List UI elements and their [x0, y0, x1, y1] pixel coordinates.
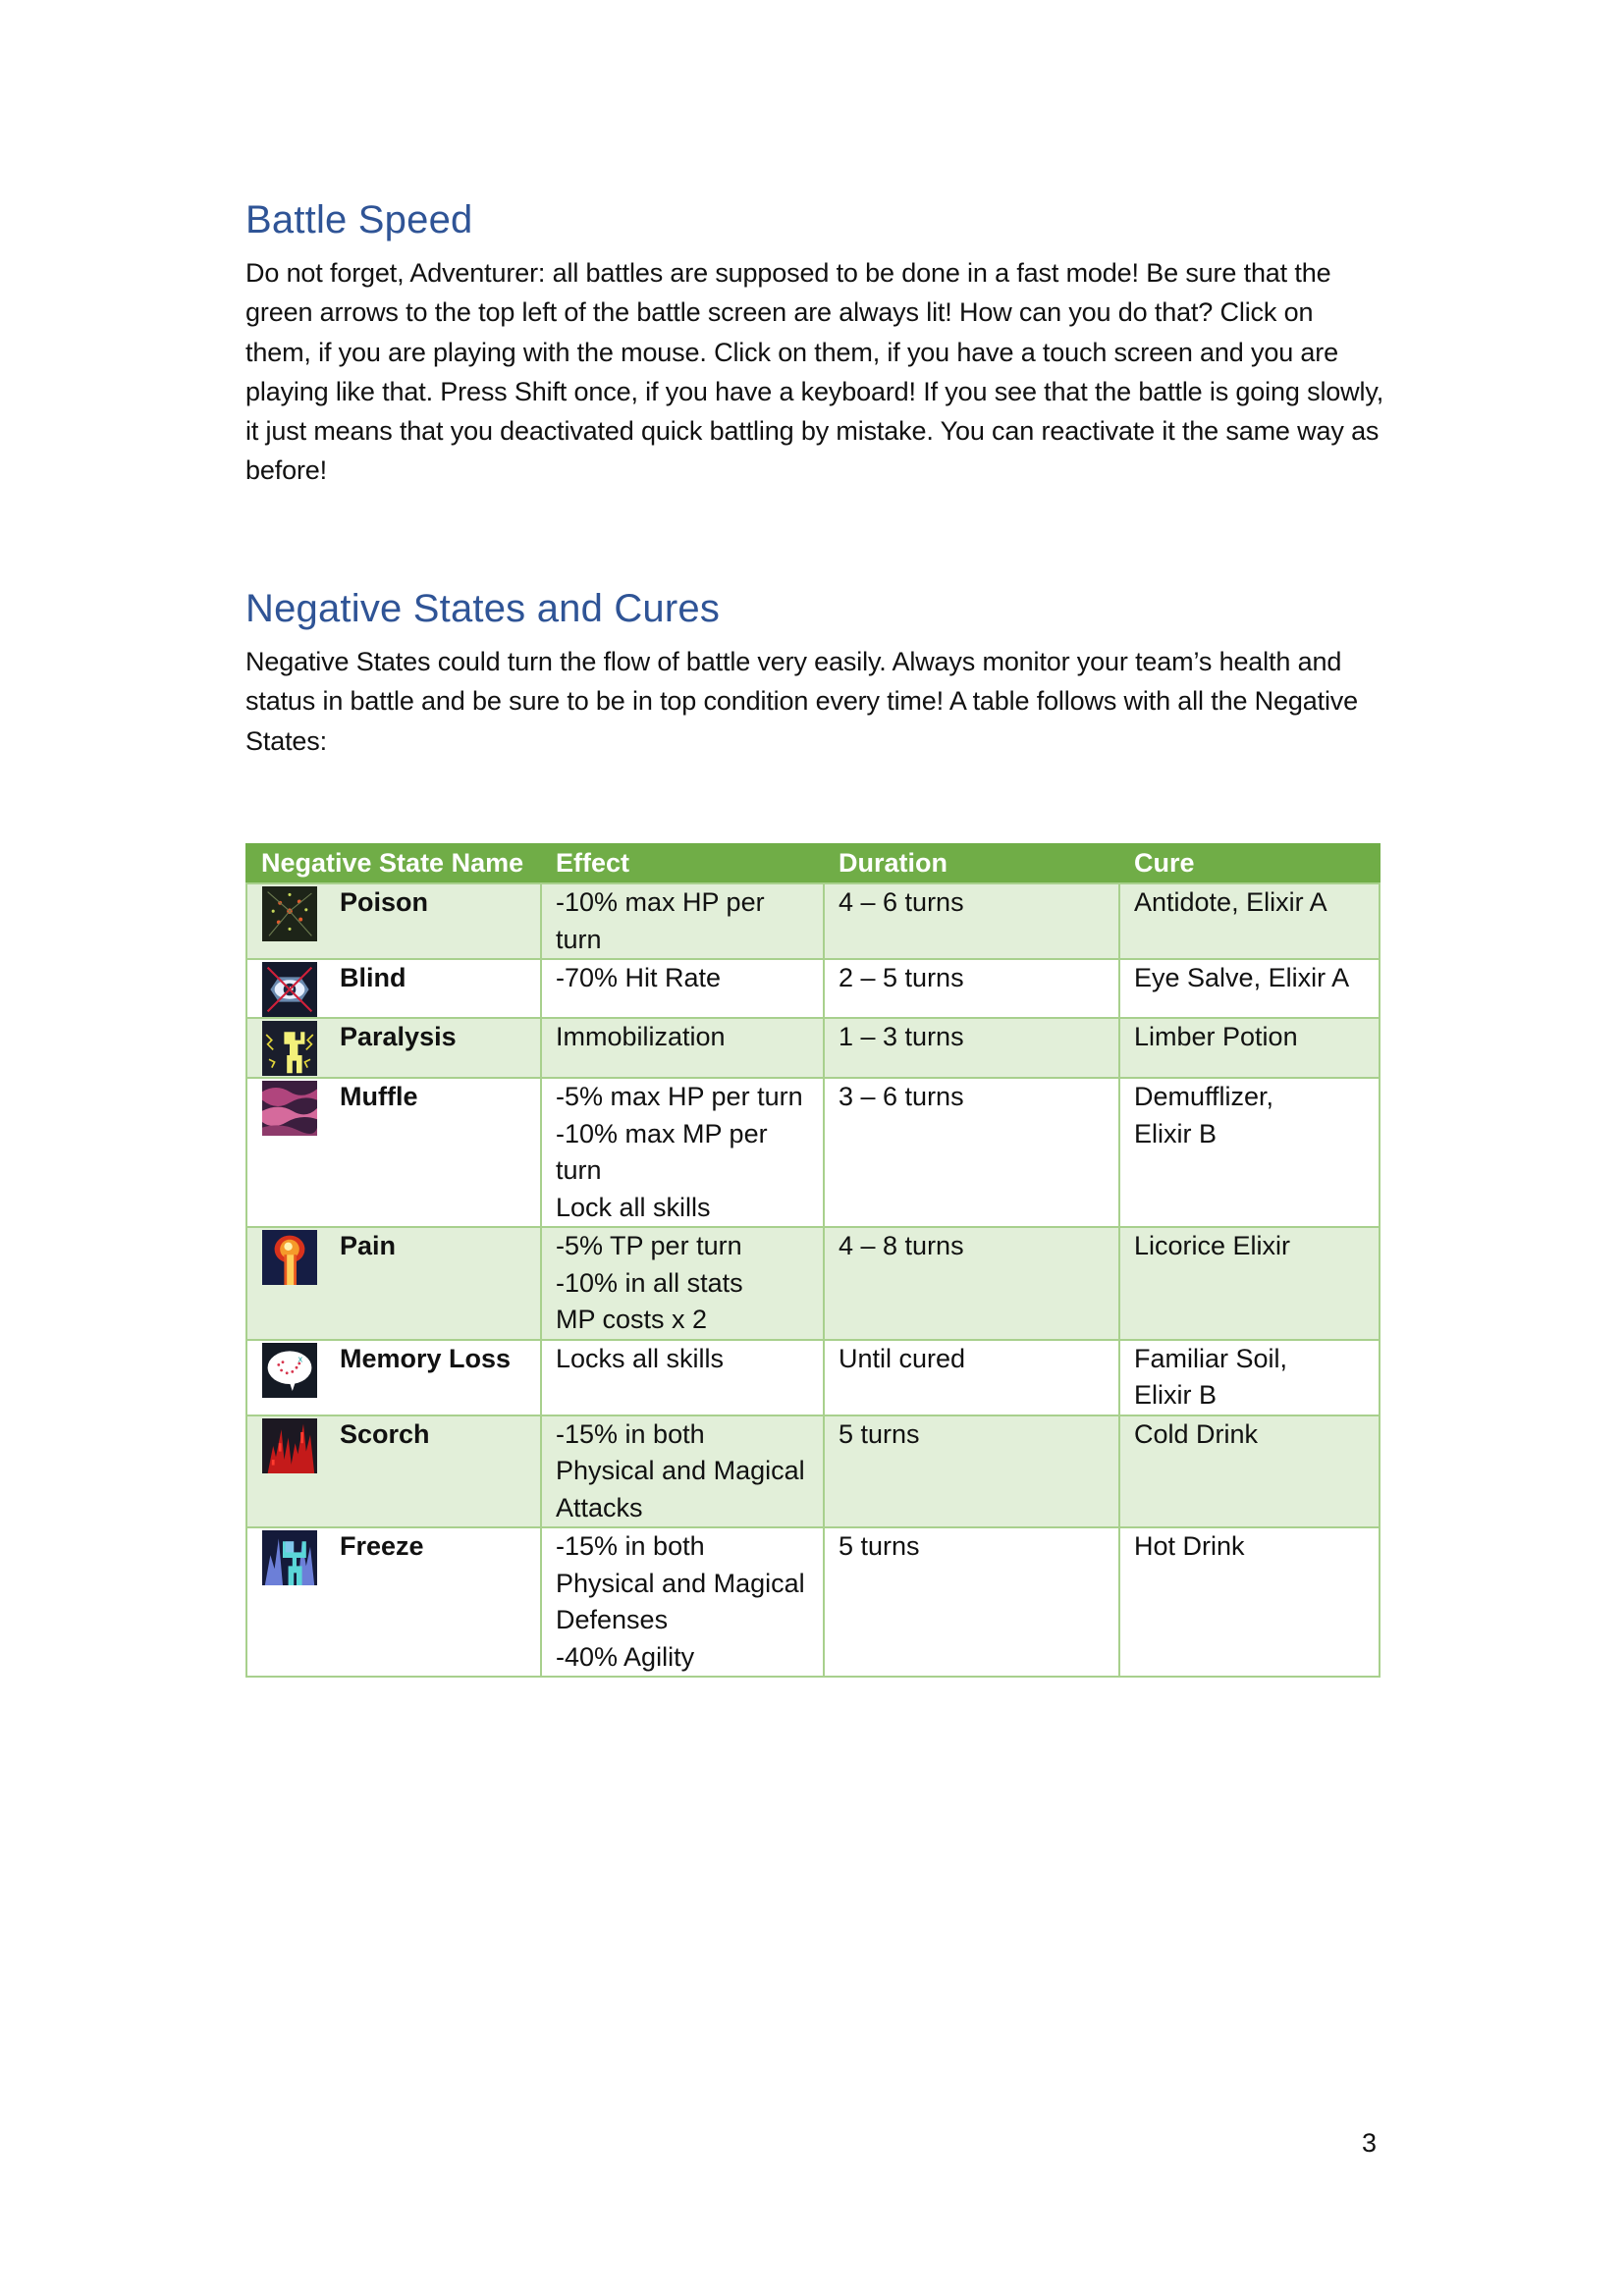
- duration-cell: 4 – 8 turns: [824, 1227, 1119, 1340]
- state-name: Blind: [340, 963, 406, 992]
- cure-line: Elixir B: [1134, 1118, 1218, 1148]
- effect-line: turn: [556, 924, 602, 954]
- state-name: Paralysis: [340, 1022, 457, 1051]
- table-row: [246, 883, 1380, 959]
- cure-line: Cold Drink: [1134, 1418, 1259, 1449]
- cure-cell: [1119, 1415, 1380, 1528]
- state-name: Pain: [340, 1231, 397, 1260]
- state-name-cell: [246, 1340, 541, 1415]
- state-name: Muffle: [340, 1082, 418, 1111]
- effect-line: -5% TP per turn: [556, 1231, 742, 1260]
- cure-line: Antidote, Elixir A: [1134, 887, 1327, 917]
- effect-line: Physical and Magical: [556, 1456, 805, 1485]
- effect-line: turn: [556, 1155, 602, 1185]
- cure-line: Eye Salve, Elixir A: [1134, 963, 1350, 992]
- cure-cell: [1119, 883, 1380, 959]
- table-row: [246, 959, 1380, 1018]
- table-row: [246, 1340, 1380, 1415]
- cure-cell: [1119, 1340, 1380, 1415]
- cure-line: Elixir B: [1134, 1380, 1218, 1410]
- effect-line: -70% Hit Rate: [556, 963, 722, 992]
- cure-line: Familiar Soil,: [1134, 1343, 1288, 1373]
- state-name-cell: [246, 959, 541, 1018]
- effect-line: Defenses: [556, 1605, 669, 1634]
- effect-line: Lock all skills: [556, 1192, 711, 1222]
- section-heading-battle-speed: Battle Speed: [245, 198, 473, 241]
- cure-line: Licorice Elixir: [1134, 1231, 1291, 1260]
- section-paragraph-battle-speed: Do not forget, Adventurer: all battles are supposed to be done in a fast mode! Be sure that the green arrows to the top left of the battle screen are always lit! How can you do that? Click on them, if you are playing with the mouse. Click on them, if you have a touch screen and you are playing like that. Press Shift once, if you have a keyboard! If you see that the battle is going slowly, it just means that you deactivated quick battling by mistake. You can reactivate it the same way as before!: [245, 258, 1384, 486]
- effect-line: Physical and Magical: [556, 1568, 805, 1598]
- state-name: Freeze: [340, 1531, 424, 1561]
- state-name: Poison: [340, 887, 429, 917]
- duration-cell: 3 – 6 turns: [824, 1078, 1119, 1227]
- effect-cell: [541, 883, 824, 959]
- muffle-icon: [261, 1081, 318, 1136]
- cure-line: Hot Drink: [1134, 1531, 1245, 1561]
- blind-icon: [261, 962, 318, 1017]
- effect-cell: [541, 1340, 824, 1415]
- state-name-cell: [246, 1018, 541, 1078]
- cure-cell: [1119, 1527, 1380, 1677]
- effect-cell: [541, 1078, 824, 1227]
- duration-cell: 5 turns: [824, 1527, 1119, 1677]
- column-header-effect: Effect: [541, 844, 824, 883]
- table-header-row: [246, 844, 1380, 883]
- paralysis-icon: [261, 1021, 318, 1076]
- cure-cell: [1119, 1018, 1380, 1078]
- state-name: Memory Loss: [340, 1343, 512, 1373]
- column-header-duration: Duration: [824, 844, 1119, 883]
- negative-states-table: [245, 843, 1380, 1678]
- pain-icon: [261, 1230, 318, 1285]
- duration-cell: 5 turns: [824, 1415, 1119, 1528]
- effect-line: -40% Agility: [556, 1641, 695, 1672]
- scorch-icon: [261, 1418, 318, 1473]
- table-row: [246, 1415, 1380, 1528]
- section-heading-negative-states: Negative States and Cures: [245, 587, 721, 630]
- effect-line: Immobilization: [556, 1022, 726, 1051]
- svg-text:x: x: [298, 1354, 303, 1364]
- duration-cell: Until cured: [824, 1340, 1119, 1415]
- effect-line: MP costs x 2: [556, 1305, 708, 1334]
- column-header-name: Negative State Name: [246, 844, 541, 883]
- effect-line: -15% in both: [556, 1531, 705, 1561]
- effect-line: -15% in both: [556, 1418, 705, 1449]
- effect-line: -10% max HP per: [556, 887, 765, 917]
- table-row: [246, 1527, 1380, 1677]
- effect-cell: [541, 1527, 824, 1677]
- cure-line: Demufflizer,: [1134, 1082, 1274, 1111]
- column-header-cure: Cure: [1119, 844, 1380, 883]
- state-name-cell: [246, 1078, 541, 1227]
- poison-icon: [261, 886, 318, 941]
- effect-line: -10% max MP per: [556, 1118, 768, 1148]
- table-row: [246, 1018, 1380, 1078]
- state-name-cell: [246, 1227, 541, 1340]
- cure-cell: [1119, 1078, 1380, 1227]
- duration-cell: 2 – 5 turns: [824, 959, 1119, 1018]
- cure-cell: [1119, 1227, 1380, 1340]
- duration-cell: 4 – 6 turns: [824, 883, 1119, 959]
- state-name-cell: [246, 1527, 541, 1677]
- effect-cell: [541, 1018, 824, 1078]
- state-name-cell: [246, 883, 541, 959]
- effect-line: -5% max HP per turn: [556, 1082, 803, 1111]
- table-row: [246, 1078, 1380, 1227]
- effect-cell: [541, 1415, 824, 1528]
- effect-cell: [541, 959, 824, 1018]
- effect-line: Attacks: [556, 1492, 643, 1522]
- cure-cell: [1119, 959, 1380, 1018]
- effect-line: -10% in all stats: [556, 1267, 743, 1298]
- memory-loss-icon: [261, 1343, 318, 1398]
- duration-cell: 1 – 3 turns: [824, 1018, 1119, 1078]
- cure-line: Limber Potion: [1134, 1022, 1298, 1051]
- page-number: 3: [1362, 2128, 1378, 2158]
- state-name: Scorch: [340, 1418, 430, 1449]
- state-name-cell: [246, 1415, 541, 1528]
- effect-line: Locks all skills: [556, 1343, 725, 1373]
- section-paragraph-negative-states: Negative States could turn the flow of battle very easily. Always monitor your team’s health and status in battle and be sure to be in top condition every time! A table follows with all the Negative States:: [245, 647, 1359, 756]
- table-row: [246, 1227, 1380, 1340]
- effect-cell: [541, 1227, 824, 1340]
- freeze-icon: [261, 1530, 318, 1585]
